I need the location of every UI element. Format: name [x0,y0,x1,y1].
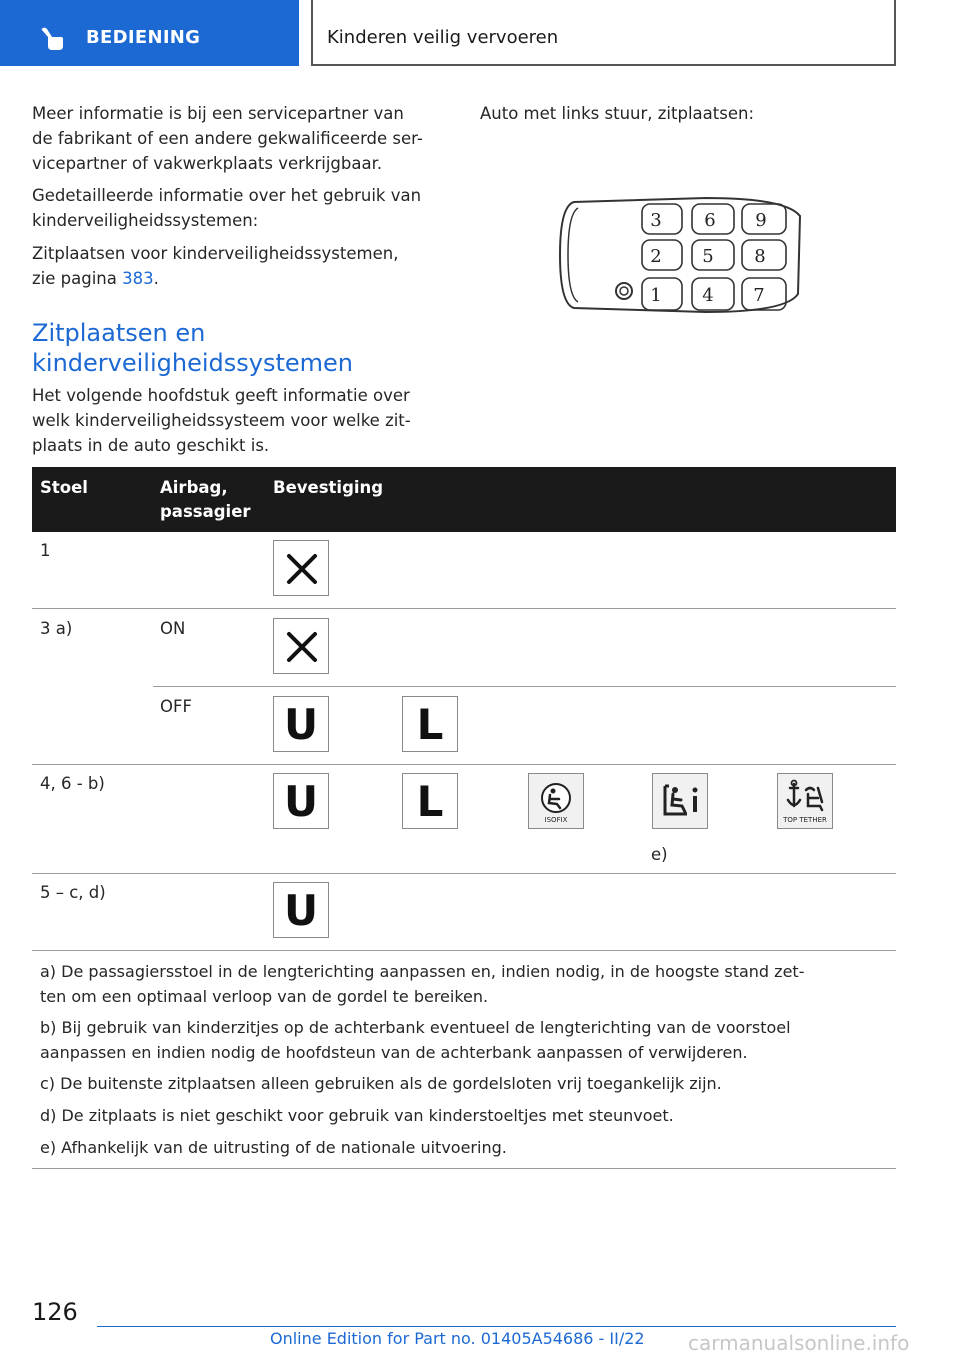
text-line: Zitplaatsen voor kinderveiligheidssystemen, [32,244,399,263]
icon-caption: ISOFIX [544,816,568,824]
seat-number: 4 [702,285,714,306]
cell-airbag: OFF [160,697,192,716]
section-tab [0,0,299,66]
text-fragment: zie pagina [32,269,117,288]
icon-letter: L [416,699,444,749]
icon-caption: TOP TETHER [783,816,827,824]
top-tether-icon [777,773,833,829]
chapter-title: Kinderen veilig vervoeren [327,27,559,48]
text-line: Het volgende hoofdstuk geeft informatie over [32,386,410,405]
column-header-airbag [160,476,251,524]
not-suitable-icon [273,540,329,596]
text-line: Gedetailleerde informatie over het gebruik van [32,186,422,205]
footnote-divider [32,1168,896,1169]
footnote-line: a) De passagiersstoel in de lengterichting aanpassen en, indien nodig, in de hoogste stand zet- [40,962,805,981]
table-header [32,467,896,532]
cell-airbag: ON [160,619,186,638]
section-heading [32,318,353,378]
footer-rule [97,1326,896,1327]
footnote-b [40,1015,890,1065]
row-divider [32,950,896,951]
icon-letter: U [283,776,319,826]
cell-note: e) [651,845,668,864]
limited-seat-icon [402,773,458,829]
header-line: passagier [160,502,251,521]
footnote-line: b) Bij gebruik van kinderzitjes op de achterbank eventueel de lengterichting van de voorstoel [40,1018,791,1037]
column-header-bevestiging: Bevestiging [273,478,384,497]
footnote-d [40,1103,890,1128]
hand-pointer-icon [38,26,66,52]
i-size-icon [652,773,708,829]
universal-seat-icon [273,882,329,938]
seating-diagram [556,194,802,316]
footnote-line: ten om een optimaal verloop van de gordel te bereiken. [40,987,489,1006]
footnote-line: c) De buitenste zitplaatsen alleen gebruiken als de gordelsloten vrij toegankelijk zijn. [40,1074,722,1093]
paragraph-chapter-intro [32,383,411,458]
seat-number: 6 [704,210,716,231]
text-line: welk kinderveiligheidssysteem voor welke zit- [32,411,411,430]
footnote-c [40,1071,890,1096]
row-divider [32,608,896,609]
text-line: kinderveiligheidssystemen: [32,211,259,230]
text-fragment: . [153,269,159,288]
row-divider [153,686,896,687]
cell-stoel: 4, 6 - b) [40,774,105,793]
isofix-icon [528,773,584,829]
text-line [32,266,398,291]
icon-letter: U [283,885,319,935]
section-label: BEDIENING [86,27,201,48]
text-line: vicepartner of vakwerkplaats verkrijgbaar. [32,154,383,173]
seat-number: 5 [702,246,714,267]
footnote-line: aanpassen en indien nodig de hoofdsteun van de achterbank aanpassen of verwijderen. [40,1043,748,1062]
seat-number: 2 [650,246,662,267]
header-line: Airbag, [160,478,228,497]
universal-seat-icon [273,773,329,829]
cell-stoel: 1 [40,541,51,560]
cell-stoel: 3 a) [40,619,73,638]
row-divider [32,873,896,874]
text-line: Meer informatie is bij een servicepartner van [32,104,404,123]
footnote-line: d) De zitplaats is niet geschikt voor gebruik van kinderstoeltjes met steunvoet. [40,1106,674,1125]
seat-number: 9 [755,210,767,231]
heading-line: Zitplaatsen en [32,319,206,347]
seat-number: 7 [753,285,765,306]
icon-letter: L [416,776,444,826]
footnote-e [40,1135,890,1160]
cell-stoel: 5 – c, d) [40,883,106,902]
watermark: carmanualsonline.info [688,1331,910,1355]
column-header-stoel: Stoel [40,478,88,497]
diagram-caption: Auto met links stuur, zitplaatsen: [480,104,754,123]
paragraph-seat-reference [32,241,398,291]
text-line: de fabrikant of een andere gekwalificeerde ser- [32,129,423,148]
chapter-title-box [311,0,896,66]
seat-number: 1 [650,285,662,306]
page-number: 126 [32,1298,78,1326]
footnote-line: e) Afhankelijk van de uitrusting of de nationale uitvoering. [40,1138,507,1157]
seat-number: 8 [754,246,766,267]
seat-number: 3 [650,210,662,231]
paragraph-service-info [32,101,423,176]
row-divider [32,764,896,765]
not-suitable-icon [273,618,329,674]
text-line: plaats in de auto geschikt is. [32,436,270,455]
universal-seat-icon [273,696,329,752]
icon-letter: U [283,699,319,749]
limited-seat-icon [402,696,458,752]
heading-line: kinderveiligheidssystemen [32,349,353,377]
edition-text: Online Edition for Part no. 01405A54686 - II/22 [270,1329,645,1348]
paragraph-detailed-info [32,183,421,233]
footnote-a [40,959,890,1009]
page-link[interactable]: 383 [122,269,154,288]
